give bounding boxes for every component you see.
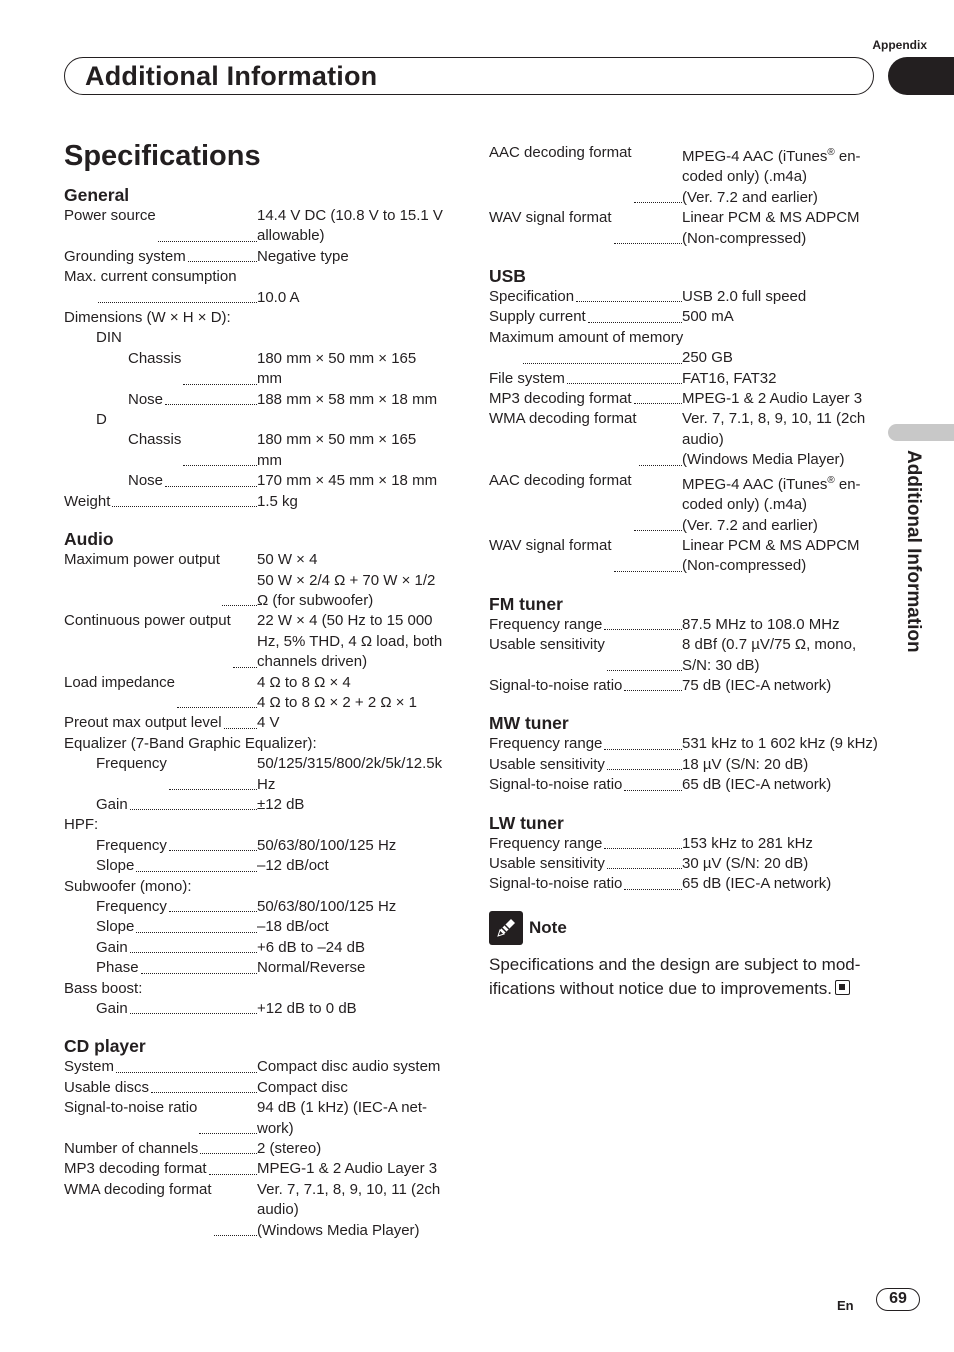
leader-dots bbox=[224, 713, 257, 728]
spec-label-cell bbox=[489, 471, 682, 536]
side-tab bbox=[896, 450, 926, 750]
spec-label-cell bbox=[64, 1098, 257, 1139]
spec-row bbox=[489, 635, 884, 676]
leader-dots bbox=[214, 1180, 257, 1236]
spec-row bbox=[64, 288, 459, 308]
leader-dots bbox=[614, 208, 682, 244]
spec-row bbox=[64, 611, 459, 672]
spec-label: Nose bbox=[128, 472, 164, 490]
spec-label: Usable sensitivity bbox=[489, 854, 605, 872]
spec-section bbox=[489, 265, 884, 577]
spec-label-cell bbox=[489, 369, 682, 389]
spec-value: Compact disc audio system bbox=[257, 1058, 441, 1076]
spec-label: Number of channels bbox=[64, 1140, 199, 1158]
spec-label-cell bbox=[64, 1139, 257, 1159]
spec-label: Gain bbox=[96, 1000, 128, 1018]
spec-label: Frequency range bbox=[489, 615, 603, 633]
spec-label-cell bbox=[489, 389, 682, 409]
spec-value: MPEG-1 & 2 Audio Layer 3 bbox=[257, 1160, 438, 1178]
leader-dots bbox=[116, 1057, 257, 1072]
spec-row bbox=[64, 471, 459, 491]
spec-value: Normal/Reverse bbox=[257, 959, 366, 977]
left-column bbox=[64, 184, 459, 1257]
spec-label: Signal-to-noise ratio bbox=[64, 1099, 198, 1117]
spec-label-cell bbox=[64, 1057, 257, 1077]
leader-dots bbox=[165, 390, 257, 405]
spec-row bbox=[64, 917, 459, 937]
spec-row bbox=[64, 349, 459, 390]
section-title: Additional Information bbox=[85, 61, 378, 91]
spec-label: MP3 decoding format bbox=[64, 1160, 207, 1178]
spec-value: 250 GB bbox=[682, 349, 733, 367]
spec-label: Signal-to-noise ratio bbox=[489, 676, 623, 694]
page-number: 69 bbox=[876, 1288, 920, 1311]
note-block bbox=[489, 911, 884, 1001]
spec-label-cell bbox=[64, 550, 257, 611]
spec-row bbox=[489, 307, 884, 327]
spec-label-cell bbox=[489, 854, 682, 874]
spec-value: MPEG-4 AAC (iTunes® en- coded only) (.m4a) (Ver. 7.2 and earlier) bbox=[682, 474, 861, 534]
spec-value: 94 dB (1 kHz) (IEC-A net- work) bbox=[257, 1099, 428, 1137]
spec-row bbox=[489, 536, 884, 577]
spec-label-cell bbox=[64, 897, 257, 917]
spec-value: +6 dB to –24 dB bbox=[257, 938, 366, 956]
spec-row bbox=[64, 999, 459, 1019]
spec-value: 14.4 V DC (10.8 V to 15.1 V allowable) bbox=[257, 207, 443, 245]
leader-dots bbox=[567, 369, 682, 384]
spec-value: 1.5 kg bbox=[257, 492, 298, 510]
spec-row bbox=[489, 775, 884, 795]
spec-label-cell bbox=[489, 615, 682, 635]
spec-row bbox=[64, 492, 459, 512]
spec-label: Slope bbox=[96, 857, 135, 875]
spec-subheading: Equalizer (7-Band Graphic Equalizer): bbox=[64, 734, 317, 752]
leader-dots bbox=[604, 834, 682, 849]
note-text-content: Specifications and the design are subject to mod- ifications without notice due to improvements. bbox=[489, 954, 861, 998]
spec-label-cell bbox=[64, 288, 257, 308]
spec-value: ±12 dB bbox=[257, 795, 305, 813]
spec-row bbox=[64, 713, 459, 733]
spec-value: 50/125/315/800/2k/5k/12.5k Hz bbox=[257, 755, 443, 793]
spec-label-cell bbox=[64, 1078, 257, 1098]
spec-label-cell bbox=[489, 734, 682, 754]
spec-row bbox=[64, 430, 459, 471]
leader-dots bbox=[165, 471, 257, 486]
spec-label-cell bbox=[489, 348, 682, 368]
leader-dots bbox=[130, 999, 257, 1014]
spec-label: Slope bbox=[96, 918, 135, 936]
spec-row bbox=[489, 471, 884, 536]
leader-dots bbox=[607, 755, 682, 770]
spec-value: 170 mm × 45 mm × 18 mm bbox=[257, 472, 438, 490]
spec-row bbox=[64, 390, 459, 410]
spec-label-cell bbox=[64, 611, 257, 672]
spec-subheading: D bbox=[96, 411, 107, 429]
leader-dots bbox=[209, 1159, 257, 1174]
spec-row bbox=[489, 208, 884, 249]
spec-label: Phase bbox=[96, 959, 139, 977]
spec-value: 4 Ω to 8 Ω × 4 4 Ω to 8 Ω × 2 + 2 Ω × 1 bbox=[257, 673, 417, 711]
spec-subheading: Bass boost: bbox=[64, 979, 143, 997]
spec-row bbox=[64, 958, 459, 978]
spec-value: 65 dB (IEC-A network) bbox=[682, 875, 832, 893]
spec-label-cell bbox=[64, 1159, 257, 1179]
spec-label: Frequency range bbox=[489, 834, 603, 852]
leader-dots bbox=[634, 143, 682, 203]
spec-label: MP3 decoding format bbox=[489, 390, 632, 408]
spec-label-cell bbox=[64, 430, 257, 471]
note-text bbox=[489, 953, 884, 1001]
spec-label-cell bbox=[64, 492, 257, 512]
spec-value: 531 kHz to 1 602 kHz (9 kHz) bbox=[682, 735, 878, 753]
spec-value: 22 W × 4 (50 Hz to 15 000 Hz, 5% THD, 4 Ω load, both channels driven) bbox=[257, 612, 443, 671]
spec-row bbox=[64, 247, 459, 267]
spec-label: WAV signal format bbox=[489, 209, 612, 227]
spec-label-cell bbox=[64, 999, 257, 1019]
spec-value: MPEG-1 & 2 Audio Layer 3 bbox=[682, 390, 863, 408]
spec-section-title: MW tuner bbox=[489, 713, 569, 734]
page-title: Specifications bbox=[64, 140, 261, 172]
spec-label: Chassis bbox=[128, 431, 182, 449]
spec-row bbox=[489, 369, 884, 389]
spec-label: WAV signal format bbox=[489, 536, 612, 554]
spec-value: Compact disc bbox=[257, 1078, 348, 1096]
spec-label-cell bbox=[64, 673, 257, 714]
spec-label: Gain bbox=[96, 938, 128, 956]
spec-section-title: Audio bbox=[64, 529, 114, 550]
spec-label: Continuous power output bbox=[64, 612, 231, 630]
leader-dots bbox=[169, 754, 257, 790]
end-mark-icon bbox=[835, 980, 850, 995]
spec-label-cell bbox=[64, 713, 257, 733]
spec-row bbox=[489, 676, 884, 696]
spec-label: Signal-to-noise ratio bbox=[489, 875, 623, 893]
spec-value: USB 2.0 full speed bbox=[682, 288, 807, 306]
spec-value: 4 V bbox=[257, 714, 280, 732]
leader-dots bbox=[634, 389, 682, 404]
leader-dots bbox=[98, 288, 257, 303]
spec-label: Power source bbox=[64, 207, 156, 224]
spec-row bbox=[64, 1057, 459, 1077]
spec-row bbox=[64, 1098, 459, 1139]
leader-dots bbox=[151, 1078, 257, 1093]
spec-label: Chassis bbox=[128, 349, 182, 367]
spec-value: 153 kHz to 281 kHz bbox=[682, 834, 813, 852]
spec-label: Gain bbox=[96, 795, 128, 813]
spec-value: 180 mm × 50 mm × 165 mm bbox=[257, 431, 417, 469]
spec-label: Nose bbox=[128, 390, 164, 408]
spec-label: Weight bbox=[64, 492, 111, 510]
spec-subheading: HPF: bbox=[64, 816, 99, 834]
spec-row bbox=[64, 836, 459, 856]
spec-label-cell bbox=[489, 874, 682, 894]
spec-label: Frequency range bbox=[489, 735, 603, 753]
spec-row bbox=[489, 409, 884, 470]
spec-label: Preout max output level bbox=[64, 714, 222, 732]
spec-label-cell bbox=[64, 471, 257, 491]
spec-label-cell bbox=[489, 409, 682, 470]
spec-row bbox=[489, 874, 884, 894]
leader-dots bbox=[130, 795, 257, 810]
spec-label: Frequency bbox=[96, 898, 167, 915]
leader-dots bbox=[604, 615, 682, 630]
spec-subheading: Maximum amount of memory bbox=[489, 328, 684, 346]
spec-label: Signal-to-noise ratio bbox=[489, 776, 623, 794]
spec-section bbox=[64, 528, 459, 1019]
leader-dots bbox=[177, 673, 257, 709]
spec-row bbox=[489, 389, 884, 409]
spec-row bbox=[64, 550, 459, 611]
leader-dots bbox=[188, 247, 257, 262]
spec-value: Linear PCM & MS ADPCM (Non-compressed) bbox=[682, 209, 860, 247]
spec-value: 10.0 A bbox=[257, 288, 300, 306]
spec-label: Frequency bbox=[96, 836, 167, 854]
side-tab-marker bbox=[888, 424, 954, 441]
spec-row bbox=[64, 673, 459, 714]
spec-row bbox=[64, 795, 459, 815]
note-pencil-icon bbox=[489, 911, 523, 945]
language-label: En bbox=[837, 1298, 854, 1313]
leader-dots bbox=[183, 430, 257, 466]
spec-value: 50 W × 4 50 W × 2/4 Ω + 70 W × 1/2 Ω (for subwoofer) bbox=[257, 551, 436, 609]
spec-row bbox=[64, 1159, 459, 1179]
spec-value: 75 dB (IEC-A network) bbox=[682, 676, 832, 694]
spec-value: –12 dB/oct bbox=[257, 857, 329, 875]
spec-section-title: LW tuner bbox=[489, 812, 564, 833]
right-column bbox=[489, 143, 884, 1001]
spec-section-title: General bbox=[64, 185, 130, 205]
leader-dots bbox=[604, 734, 682, 749]
appendix-label: Appendix bbox=[872, 38, 927, 52]
spec-label-cell bbox=[64, 938, 257, 958]
leader-dots bbox=[576, 287, 682, 302]
spec-value: 30 µV (S/N: 20 dB) bbox=[682, 854, 809, 872]
spec-label-cell bbox=[489, 307, 682, 327]
leader-dots bbox=[158, 206, 257, 242]
leader-dots bbox=[136, 917, 257, 932]
spec-label: System bbox=[64, 1058, 115, 1076]
spec-label-cell bbox=[64, 390, 257, 410]
spec-row bbox=[64, 856, 459, 876]
spec-section bbox=[64, 184, 459, 512]
spec-row bbox=[64, 938, 459, 958]
spec-label-cell bbox=[489, 287, 682, 307]
leader-dots bbox=[624, 775, 682, 790]
spec-section-title: FM tuner bbox=[489, 593, 563, 614]
spec-label-cell bbox=[64, 917, 257, 937]
leader-dots bbox=[141, 958, 257, 973]
leader-dots bbox=[607, 854, 682, 869]
spec-label: Usable discs bbox=[64, 1078, 150, 1096]
spec-label-cell bbox=[64, 856, 257, 876]
spec-value: Linear PCM & MS ADPCM (Non-compressed) bbox=[682, 536, 860, 575]
spec-label-cell bbox=[64, 958, 257, 978]
spec-label-cell bbox=[489, 834, 682, 854]
spec-section bbox=[489, 712, 884, 795]
spec-value: 50/63/80/100/125 Hz bbox=[257, 836, 397, 854]
spec-value: 18 µV (S/N: 20 dB) bbox=[682, 755, 809, 773]
spec-label: WMA decoding format bbox=[489, 410, 637, 428]
spec-value: 65 dB (IEC-A network) bbox=[682, 776, 832, 794]
spec-subheading: Dimensions (W × H × D): bbox=[64, 309, 231, 327]
note-label: Note bbox=[529, 917, 567, 937]
spec-label-cell bbox=[489, 676, 682, 696]
leader-dots bbox=[112, 492, 257, 507]
spec-label: Grounding system bbox=[64, 247, 186, 265]
spec-subheading: Max. current consumption bbox=[64, 268, 237, 286]
spec-row bbox=[489, 287, 884, 307]
leader-dots bbox=[607, 635, 682, 671]
leader-dots bbox=[183, 349, 257, 385]
spec-value: MPEG-4 AAC (iTunes® en- coded only) (.m4a) (Ver. 7.2 and earlier) bbox=[682, 147, 861, 206]
leader-dots bbox=[199, 1098, 257, 1134]
spec-row bbox=[489, 834, 884, 854]
spec-row bbox=[64, 1180, 459, 1241]
spec-section bbox=[489, 593, 884, 697]
spec-value: 8 dBf (0.7 µV/75 Ω, mono, S/N: 30 dB) bbox=[682, 636, 857, 674]
leader-dots bbox=[233, 611, 257, 667]
spec-value: 2 (stereo) bbox=[257, 1140, 322, 1158]
spec-label: Load impedance bbox=[64, 673, 175, 691]
spec-label: WMA decoding format bbox=[64, 1180, 212, 1198]
spec-label: Usable sensitivity bbox=[489, 755, 605, 773]
spec-section bbox=[64, 1035, 459, 1241]
spec-value: –18 dB/oct bbox=[257, 918, 329, 936]
spec-row bbox=[489, 615, 884, 635]
spec-value: +12 dB to 0 dB bbox=[257, 1000, 357, 1018]
leader-dots bbox=[588, 307, 682, 322]
spec-row bbox=[489, 348, 884, 368]
spec-subheading: Subwoofer (mono): bbox=[64, 877, 192, 895]
leader-dots bbox=[222, 550, 257, 606]
spec-label-cell bbox=[64, 247, 257, 267]
spec-label-cell bbox=[489, 775, 682, 795]
spec-section-title: USB bbox=[489, 266, 526, 287]
spec-value: Ver. 7, 7.1, 8, 9, 10, 11 (2ch audio) (Windows Media Player) bbox=[257, 1180, 441, 1239]
spec-row bbox=[64, 206, 459, 247]
spec-label-cell bbox=[489, 755, 682, 775]
spec-row bbox=[64, 1078, 459, 1098]
spec-label-cell bbox=[489, 635, 682, 676]
spec-row bbox=[489, 734, 884, 754]
spec-label: Frequency bbox=[96, 755, 167, 773]
spec-subheading: DIN bbox=[96, 329, 122, 347]
spec-label-cell bbox=[489, 143, 682, 208]
section-header bbox=[64, 57, 874, 95]
spec-value: 500 mA bbox=[682, 308, 734, 326]
spec-label: AAC decoding format bbox=[489, 144, 632, 161]
spec-label-cell bbox=[64, 754, 257, 795]
spec-row bbox=[489, 854, 884, 874]
spec-section bbox=[489, 143, 884, 249]
leader-dots bbox=[639, 409, 682, 465]
spec-value: 87.5 MHz to 108.0 MHz bbox=[682, 615, 840, 633]
spec-label-cell bbox=[489, 208, 682, 249]
spec-row bbox=[64, 897, 459, 917]
leader-dots bbox=[614, 536, 682, 572]
spec-value: FAT16, FAT32 bbox=[682, 369, 777, 387]
leader-dots bbox=[130, 938, 257, 953]
spec-value: Negative type bbox=[257, 247, 349, 265]
spec-label-cell bbox=[489, 536, 682, 577]
leader-dots bbox=[169, 897, 257, 912]
spec-row bbox=[489, 143, 884, 208]
spec-row bbox=[64, 1139, 459, 1159]
spec-section-title: CD player bbox=[64, 1036, 146, 1057]
side-tab-label: Additional Information bbox=[903, 450, 924, 653]
spec-row bbox=[64, 754, 459, 795]
spec-label: Maximum power output bbox=[64, 551, 220, 569]
spec-label-cell bbox=[64, 795, 257, 815]
spec-label-cell bbox=[64, 836, 257, 856]
leader-dots bbox=[169, 836, 257, 851]
spec-label: AAC decoding format bbox=[489, 471, 632, 489]
leader-dots bbox=[136, 856, 257, 871]
spec-label-cell bbox=[64, 206, 257, 247]
spec-value: Ver. 7, 7.1, 8, 9, 10, 11 (2ch audio) (Windows Media Player) bbox=[682, 410, 866, 469]
spec-label: Usable sensitivity bbox=[489, 636, 605, 654]
spec-row bbox=[489, 755, 884, 775]
spec-label-cell bbox=[64, 349, 257, 390]
spec-label-cell bbox=[64, 1180, 257, 1241]
spec-value: 180 mm × 50 mm × 165 mm bbox=[257, 349, 417, 388]
leader-dots bbox=[634, 471, 682, 531]
spec-value: 50/63/80/100/125 Hz bbox=[257, 898, 397, 915]
spec-label: Supply current bbox=[489, 308, 586, 326]
leader-dots bbox=[200, 1139, 257, 1154]
spec-label: Specification bbox=[489, 288, 575, 306]
spec-value: 188 mm × 58 mm × 18 mm bbox=[257, 390, 438, 408]
spec-section bbox=[489, 812, 884, 895]
leader-dots bbox=[624, 874, 682, 889]
spec-label: File system bbox=[489, 369, 565, 387]
section-tab-marker bbox=[888, 57, 954, 95]
leader-dots bbox=[523, 348, 682, 363]
leader-dots bbox=[624, 676, 682, 691]
